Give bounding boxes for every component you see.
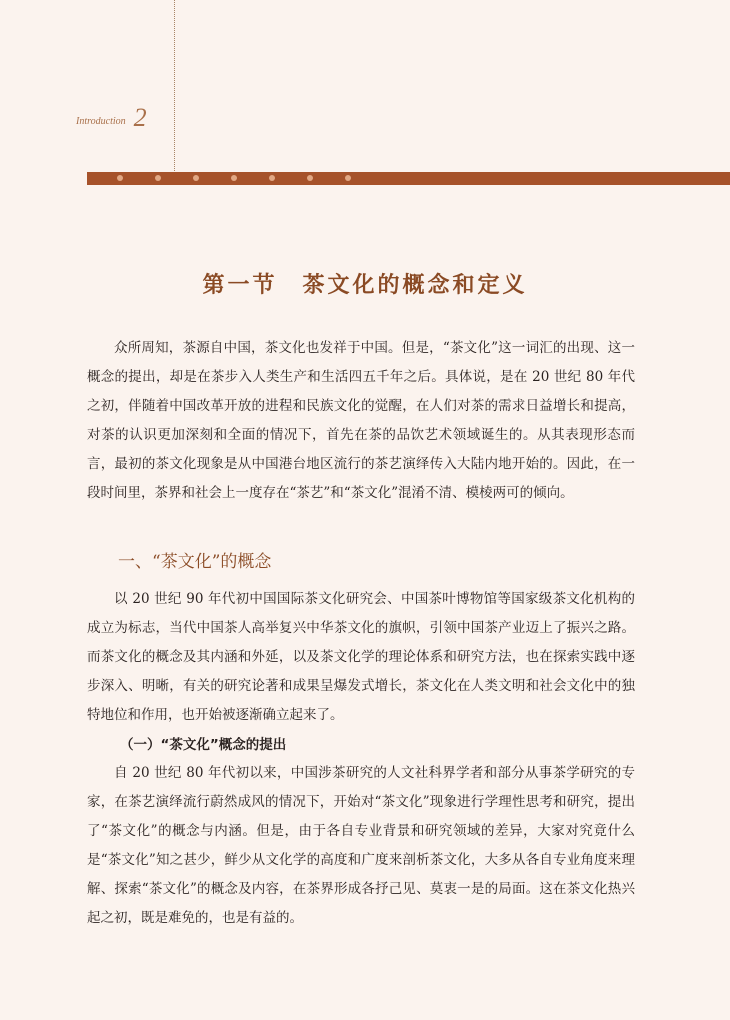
ornament-dot <box>345 175 351 181</box>
paragraph-development: 以 20 世纪 90 年代初中国国际茶文化研究会、中国茶叶博物馆等国家级茶文化机构的成立为标志，当代中国茶人高举复兴中华茶文化的旗帜，引领中国茶产业迈上了振兴之路。而茶文化的概念及其内涵和外延，以及茶文化学的理论体系和研究方法，也在探索实践中逐步深入、明晰，有关的研究论著和成果呈爆发式增长，茶文化在人类文明和社会文化中的独特地位和作用，也开始被逐渐确立起来了。 <box>87 591 635 723</box>
heading-concept: 一、“茶文化”的概念 <box>118 552 272 572</box>
header-band <box>87 172 730 185</box>
page-number: 2 <box>133 103 147 132</box>
ornament-dot <box>155 175 161 181</box>
header-band-text <box>87 172 88 173</box>
ornament-dot <box>193 175 199 181</box>
paragraph-intro: 众所周知，茶源自中国，茶文化也发祥于中国。但是，“茶文化”这一词汇的出现、这一概念的提出，却是在茶步入人类生产和生活四五千年之后。具体说，是在 20 世纪 80 年代之初，伴随着中国改革开放的进程和民族文化的觉醒，在人们对茶的需求日益增长和提高，对茶的认识更加深刻和全面的情况下，首先在茶的品饮艺术领域诞生的。从其表现形态而言，最初的茶文化现象是从中国港台地区流行的茶艺演绎传入大陆内地开始的。因此，在一段时间里，茶界和社会上一度存在“茶艺”和“茶文化”混淆不清、模棱两可的倾向。 <box>87 340 635 501</box>
paragraph-origin: 自 20 世纪 80 年代初以来，中国涉茶研究的人文社科界学者和部分从事茶学研究的专家，在茶艺演绎流行蔚然成风的情况下，开始对“茶文化”现象进行学理性思考和研究，提出了“茶文化”的概念与内涵。但是，由于各自专业背景和研究领域的差异，大家对究竟什么是“茶文化”知之甚少，鲜少从文化学的高度和广度来剖析茶文化，大多从各自专业角度来理解、探索“茶文化”的概念及内容，在茶界形成各抒己见、莫衷一是的局面。这在茶文化热兴起之初，既是难免的，也是有益的。 <box>87 765 635 926</box>
header-divider-line <box>174 0 175 171</box>
section-title: 第一节 茶文化的概念和定义 <box>202 272 528 298</box>
running-header <box>76 103 147 133</box>
ornament-dot <box>117 175 123 181</box>
subheading-origin: （一）“茶文化”概念的提出 <box>120 737 287 753</box>
ornament-dot <box>269 175 275 181</box>
running-header-word: Introduction <box>76 116 126 127</box>
ornament-dot <box>307 175 313 181</box>
ornament-dot <box>231 175 237 181</box>
